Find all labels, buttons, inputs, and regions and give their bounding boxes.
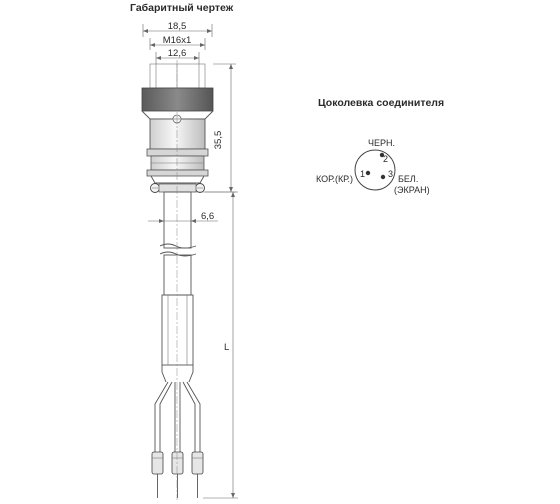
dim-thread-label: M16x1 xyxy=(162,35,192,46)
dim-connector-height xyxy=(205,64,236,192)
dim-connector-height-label: 35,5 xyxy=(213,130,224,150)
ferrule-right xyxy=(192,452,203,474)
connector-body xyxy=(142,64,213,193)
dim-cable-diameter xyxy=(148,211,218,225)
wires xyxy=(152,382,203,498)
dim-inner-width xyxy=(156,48,199,64)
pin-1-number: 1 xyxy=(360,169,366,179)
pin-3-label: БЕЛ. xyxy=(398,174,419,184)
dim-cable-diameter-label: 6,6 xyxy=(201,211,215,222)
pinout-diagram xyxy=(355,150,395,190)
pin-2-number: 2 xyxy=(383,154,389,164)
dim-cable-length-label: L xyxy=(224,342,230,353)
drawing-title: Габаритный чертеж xyxy=(130,2,234,14)
pin-1-dot xyxy=(366,171,370,175)
pin-1-label: КОР.(КР.) xyxy=(316,174,353,184)
cable xyxy=(160,192,196,382)
pin-3-dot xyxy=(381,175,385,179)
pin-3-note: (ЭКРАН) xyxy=(394,185,430,195)
dim-inner-width-label: 12,6 xyxy=(167,48,187,59)
coupling-nut xyxy=(142,88,213,111)
pinout-title: Цоколевка соединителя xyxy=(318,97,445,109)
pin-2-label: ЧЕРН. xyxy=(368,138,396,148)
dim-outer-width-label: 18,5 xyxy=(167,21,187,32)
pin-3-number: 3 xyxy=(388,169,394,179)
ferrule-left xyxy=(152,452,163,474)
ferrule-middle xyxy=(172,452,183,474)
